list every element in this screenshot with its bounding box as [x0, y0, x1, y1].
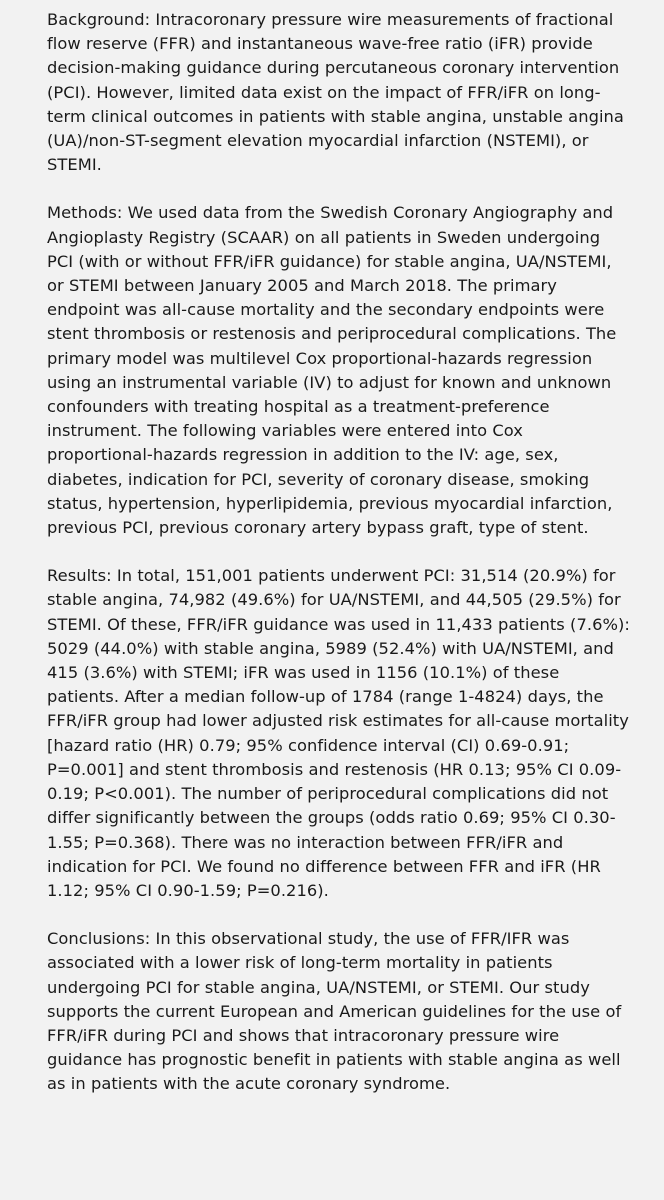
conclusions-paragraph: Conclusions: In this observational study, the use of FFR/IFR was associated with a lower risk of long-term mortality in patients undergoing PCI for stable angina, UA/NSTEMI, or STEMI. Our study supports the current European and American guidelines for the use of FFR/iFR during PCI and shows that intracoronary pressure wire guidance has prognostic benefit in patients with stable angina as well as in patients with the acute coronary syndrome.: [47, 929, 622, 1094]
methods-paragraph: Methods: We used data from the Swedish Coronary Angiography and Angioplasty Registry (SCAAR) on all patients in Sweden undergoing PCI (with or without FFR/iFR guidance) for stable angina, UA/NSTEMI, or STEMI between January 2005 and March 2018. The primary endpoint was all-cause mortality and the secondary endpoints were stent thrombosis or restenosis and periprocedural complications. The primary model was multilevel Cox proportional-hazards regression using an instrumental variable (IV) to adjust for known and unknown confounders with treating hospital as a treatment-preference instrument. The following variables were entered into Cox proportional-hazards regression in addition to the IV: age, sex, diabetes, indication for PCI, severity of coronary disease, smoking status, hypertension, hyperlipidemia, previous myocardial infarction, previous PCI, previous coronary artery bypass graft, type of stent.: [47, 203, 617, 538]
results-paragraph: Results: In total, 151,001 patients underwent PCI: 31,514 (20.9%) for stable angina, 74,982 (49.6%) for UA/NSTEMI, and 44,505 (29.5%) for STEMI. Of these, FFR/iFR guidance was used in 11,433 patients (7.6%): 5029 (44.0%) with stable angina, 5989 (52.4%) with UA/NSTEMI, and 415 (3.6%) with STEMI; iFR was used in 1156 (10.1%) of these patients. After a median follow-up of 1784 (range 1-4824) days, the FFR/iFR group had lower adjusted risk estimates for all-cause mortality [hazard ratio (HR) 0.79; 95% confidence interval (CI) 0.69-0.91; P=0.001] and stent thrombosis and restenosis (HR 0.13; 95% CI 0.09-0.19; P<0.001). The number of periprocedural complications did not differ significantly between the groups (odds ratio 0.69; 95% CI 0.30-1.55; P=0.368). There was no interaction between FFR/iFR and indication for PCI. We found no difference between FFR and iFR (HR 1.12; 95% CI 0.90-1.59; P=0.216).: [47, 566, 630, 900]
background-paragraph: Background: Intracoronary pressure wire measurements of fractional flow reserve (FFR) and instantaneous wave-free ratio (iFR) provide decision-making guidance during percutaneous coronary intervention (PCI). However, limited data exist on the impact of FFR/iFR on long-term clinical outcomes in patients with stable angina, unstable angina (UA)/non-ST-segment elevation myocardial infarction (NSTEMI), or STEMI.: [47, 10, 624, 175]
